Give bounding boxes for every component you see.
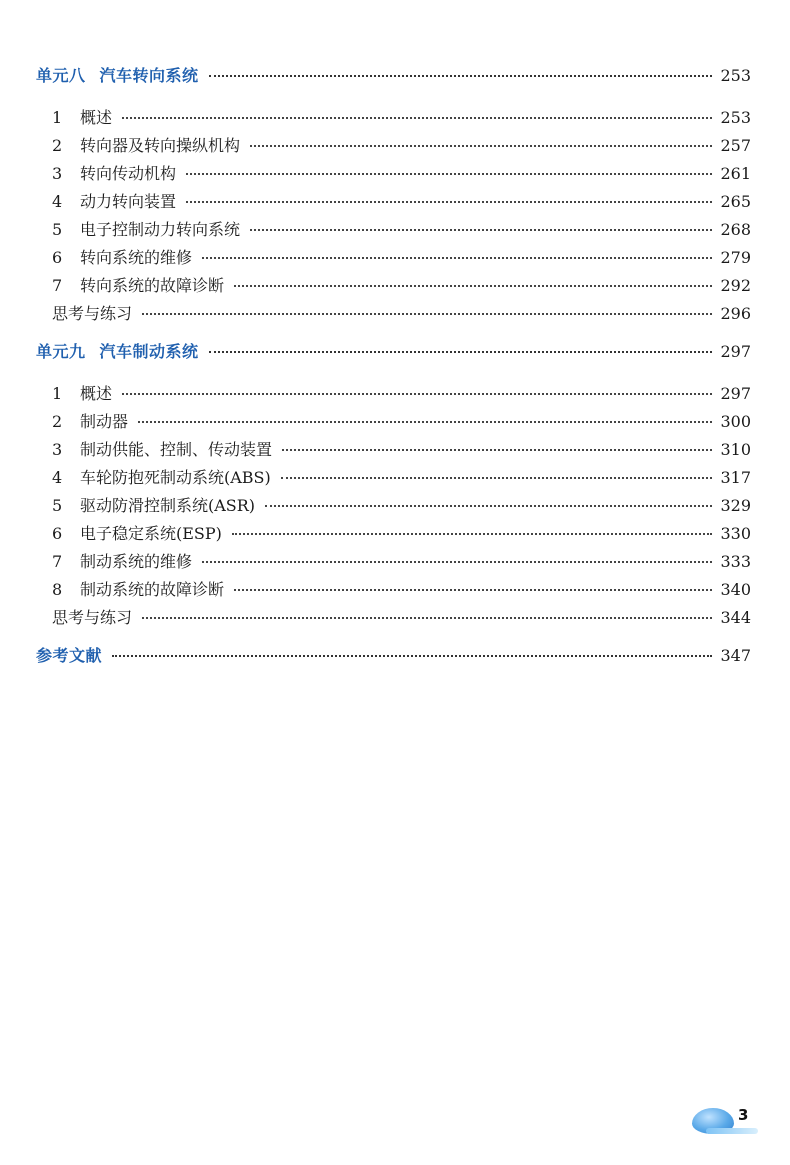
toc-entry[interactable] <box>36 492 751 520</box>
entry-title: 制动系统的维修 <box>80 552 193 571</box>
entry-number: 7 <box>52 276 63 295</box>
dot-leader <box>202 560 712 563</box>
page-number: 340 <box>720 580 751 599</box>
page-number-badge <box>692 1100 762 1140</box>
entry-number: 8 <box>52 580 63 599</box>
toc-entry[interactable] <box>36 244 751 272</box>
page-number: 329 <box>720 496 751 515</box>
entry-title: 转向传动机构 <box>80 164 177 183</box>
unit-name: 汽车转向系统 <box>99 66 199 85</box>
unit-name: 汽车制动系统 <box>99 342 199 361</box>
table-of-contents <box>36 62 751 670</box>
dot-leader <box>234 284 712 287</box>
dot-leader <box>186 172 712 175</box>
swoosh-decoration <box>706 1128 758 1134</box>
dot-leader <box>250 144 712 147</box>
entry-number: 5 <box>52 496 63 515</box>
dot-leader <box>122 116 712 119</box>
page-number: 268 <box>720 220 751 239</box>
exercise-title: 思考与练习 <box>52 608 133 627</box>
dot-leader <box>138 420 712 423</box>
entry-title: 制动器 <box>80 412 129 431</box>
page-number: 310 <box>720 440 751 459</box>
toc-entry[interactable] <box>36 436 751 464</box>
dot-leader <box>265 504 712 507</box>
entry-number: 4 <box>52 468 63 487</box>
entry-title: 车轮防抱死制动系统(ABS) <box>80 468 271 487</box>
page-number: 253 <box>720 66 751 85</box>
page-number: 261 <box>720 164 751 183</box>
toc-unit-heading[interactable] <box>36 338 751 366</box>
toc-entry[interactable] <box>36 576 751 604</box>
entry-number: 7 <box>52 552 63 571</box>
page-number: 265 <box>720 192 751 211</box>
entry-title: 转向系统的维修 <box>80 248 193 267</box>
toc-exercise[interactable] <box>36 604 751 632</box>
page-number: 330 <box>720 524 751 543</box>
unit-label: 单元八 <box>36 66 86 85</box>
page-number: 253 <box>720 108 751 127</box>
page-number: 292 <box>720 276 751 295</box>
toc-entry[interactable] <box>36 272 751 300</box>
dot-leader <box>281 476 713 479</box>
unit-title <box>36 338 207 366</box>
entry-number: 1 <box>52 384 63 403</box>
entry-number: 2 <box>52 136 63 155</box>
page-number: 297 <box>720 384 751 403</box>
references-title: 参考文献 <box>36 646 103 665</box>
dot-leader <box>232 532 713 535</box>
page-number: 333 <box>720 552 751 571</box>
page-number: 347 <box>720 646 751 665</box>
dot-leader <box>282 448 712 451</box>
entry-title: 概述 <box>80 108 113 127</box>
toc-unit-heading[interactable] <box>36 62 751 90</box>
page-number: 300 <box>720 412 751 431</box>
entry-number: 1 <box>52 108 63 127</box>
toc-entry[interactable] <box>36 380 751 408</box>
dot-leader <box>142 312 712 315</box>
unit-title <box>36 62 207 90</box>
entry-number: 5 <box>52 220 63 239</box>
toc-entry[interactable] <box>36 520 751 548</box>
exercise-title: 思考与练习 <box>52 304 133 323</box>
dot-leader <box>142 616 712 619</box>
toc-entry[interactable] <box>36 464 751 492</box>
entry-title: 制动供能、控制、传动装置 <box>80 440 273 459</box>
dot-leader <box>202 256 712 259</box>
toc-entry[interactable] <box>36 188 751 216</box>
toc-entry[interactable] <box>36 216 751 244</box>
dot-leader <box>209 350 713 353</box>
toc-entry[interactable] <box>36 408 751 436</box>
dot-leader <box>186 200 712 203</box>
page-number: 317 <box>720 468 751 487</box>
toc-entry[interactable] <box>36 548 751 576</box>
toc-exercise[interactable] <box>36 300 751 328</box>
entry-title: 电子控制动力转向系统 <box>80 220 241 239</box>
entry-number: 6 <box>52 524 63 543</box>
page-number: 279 <box>720 248 751 267</box>
entry-title: 转向系统的故障诊断 <box>80 276 225 295</box>
entry-number: 3 <box>52 440 63 459</box>
entry-number: 3 <box>52 164 63 183</box>
entry-number: 2 <box>52 412 63 431</box>
page-number: 257 <box>720 136 751 155</box>
entry-number: 4 <box>52 192 63 211</box>
unit-label: 单元九 <box>36 342 86 361</box>
dot-leader <box>234 588 712 591</box>
toc-entry[interactable] <box>36 160 751 188</box>
dot-leader <box>250 228 712 231</box>
toc-entry[interactable] <box>36 104 751 132</box>
dot-leader <box>122 392 712 395</box>
toc-entry[interactable] <box>36 132 751 160</box>
entry-number: 6 <box>52 248 63 267</box>
entry-title: 动力转向装置 <box>80 192 177 211</box>
page-number: 296 <box>720 304 751 323</box>
dot-leader <box>112 654 712 657</box>
entry-title: 电子稳定系统(ESP) <box>80 524 222 543</box>
page-number: 344 <box>720 608 751 627</box>
entry-title: 驱动防滑控制系统(ASR) <box>80 496 256 515</box>
entry-title: 概述 <box>80 384 113 403</box>
page-number: 297 <box>720 342 751 361</box>
dot-leader <box>209 74 713 77</box>
entry-title: 转向器及转向操纵机构 <box>80 136 241 155</box>
toc-references[interactable] <box>36 642 751 670</box>
entry-title: 制动系统的故障诊断 <box>80 580 225 599</box>
folio-number: 3 <box>738 1106 749 1124</box>
